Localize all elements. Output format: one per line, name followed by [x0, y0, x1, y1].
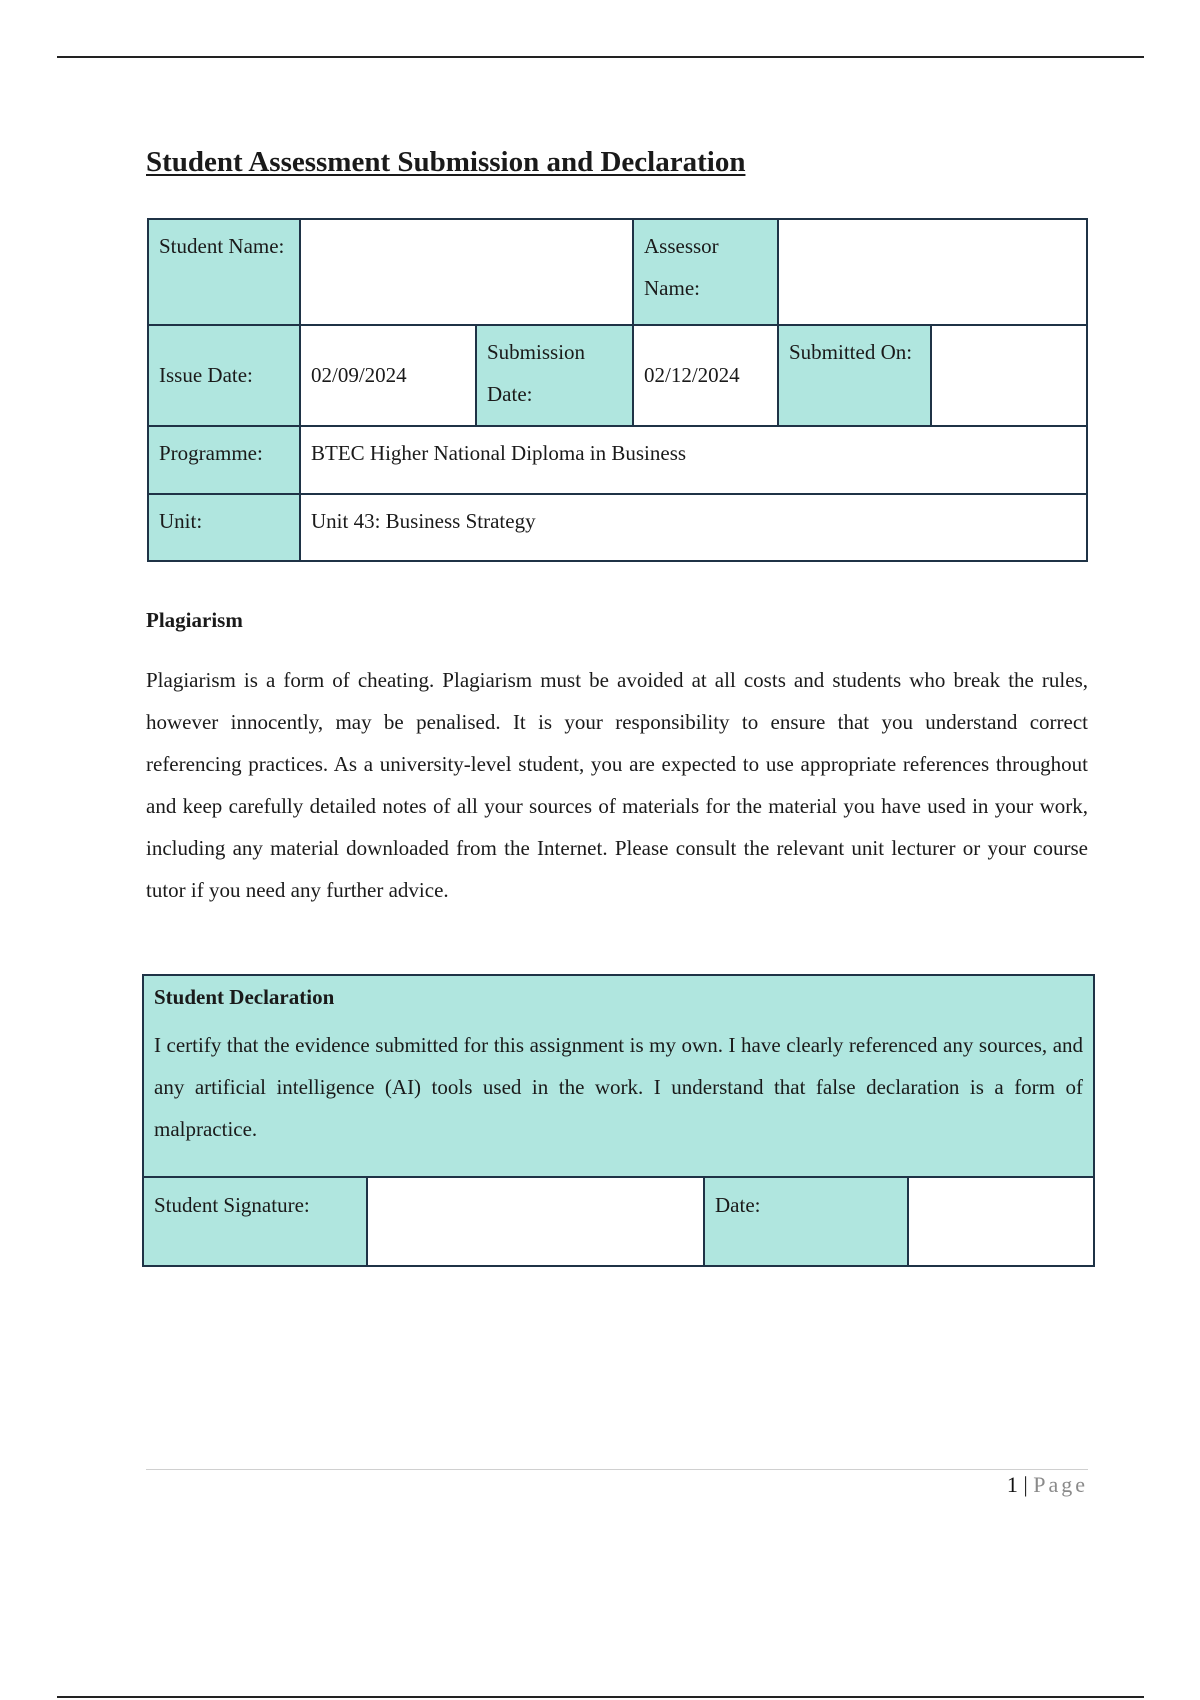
- submitted-on-label: Submitted On:: [778, 325, 931, 427]
- issue-date-value: 02/09/2024: [300, 325, 476, 427]
- declaration-box: [143, 975, 1094, 1177]
- page-separator: |: [1017, 1472, 1034, 1497]
- page-footer: [1007, 1472, 1088, 1498]
- bottom-rule: [57, 1696, 1144, 1698]
- student-name-label: Student Name:: [148, 219, 300, 325]
- page-title: Student Assessment Submission and Declaration: [146, 146, 746, 178]
- plagiarism-text: Plagiarism is a form of cheating. Plagiarism must be avoided at all costs and students who break the rules, however innocently, may be penalised. It is your responsibility to ensure that you understand correct referencing practices. As a university-level student, you are expected to use appropriate references throughout and keep carefully detailed notes of all your sources of materials for the material you have used in your work, including any material downloaded from the Internet. Please consult the relevant unit lecturer or your course tutor if you need any further advice.: [146, 668, 1088, 902]
- unit-label: Unit:: [148, 494, 300, 561]
- declaration-text: I certify that the evidence submitted for this assignment is my own. I have clearly referenced any sources, and any artificial intelligence (AI) tools used in the work. I understand that false declaration is a form of malpractice.: [154, 1033, 1084, 1141]
- submitted-on-field[interactable]: [931, 325, 1087, 427]
- programme-label: Programme:: [148, 426, 300, 493]
- declaration-heading: Student Declaration: [154, 985, 335, 1009]
- page-word: Page: [1033, 1472, 1088, 1497]
- submission-date-value: 02/12/2024: [633, 325, 778, 427]
- signature-label: Student Signature:: [143, 1177, 367, 1266]
- footer-rule: [146, 1469, 1088, 1470]
- issue-date-label: Issue Date:: [148, 325, 300, 427]
- submission-date-label: Submission Date:: [476, 325, 633, 427]
- student-name-field[interactable]: [300, 219, 633, 325]
- assessor-name-label: Assessor Name:: [633, 219, 778, 325]
- signature-field[interactable]: [367, 1177, 704, 1266]
- unit-value: Unit 43: Business Strategy: [300, 494, 1087, 561]
- page-number: 1: [1006, 1472, 1018, 1497]
- date-field[interactable]: [908, 1177, 1094, 1266]
- student-declaration-table: [142, 974, 1095, 1267]
- date-label: Date:: [704, 1177, 908, 1266]
- assessor-name-field[interactable]: [778, 219, 1087, 325]
- programme-value: BTEC Higher National Diploma in Business: [300, 426, 1087, 493]
- plagiarism-heading: Plagiarism: [146, 608, 243, 632]
- assessment-info-table: [147, 218, 1088, 562]
- header-rule: [57, 56, 1144, 58]
